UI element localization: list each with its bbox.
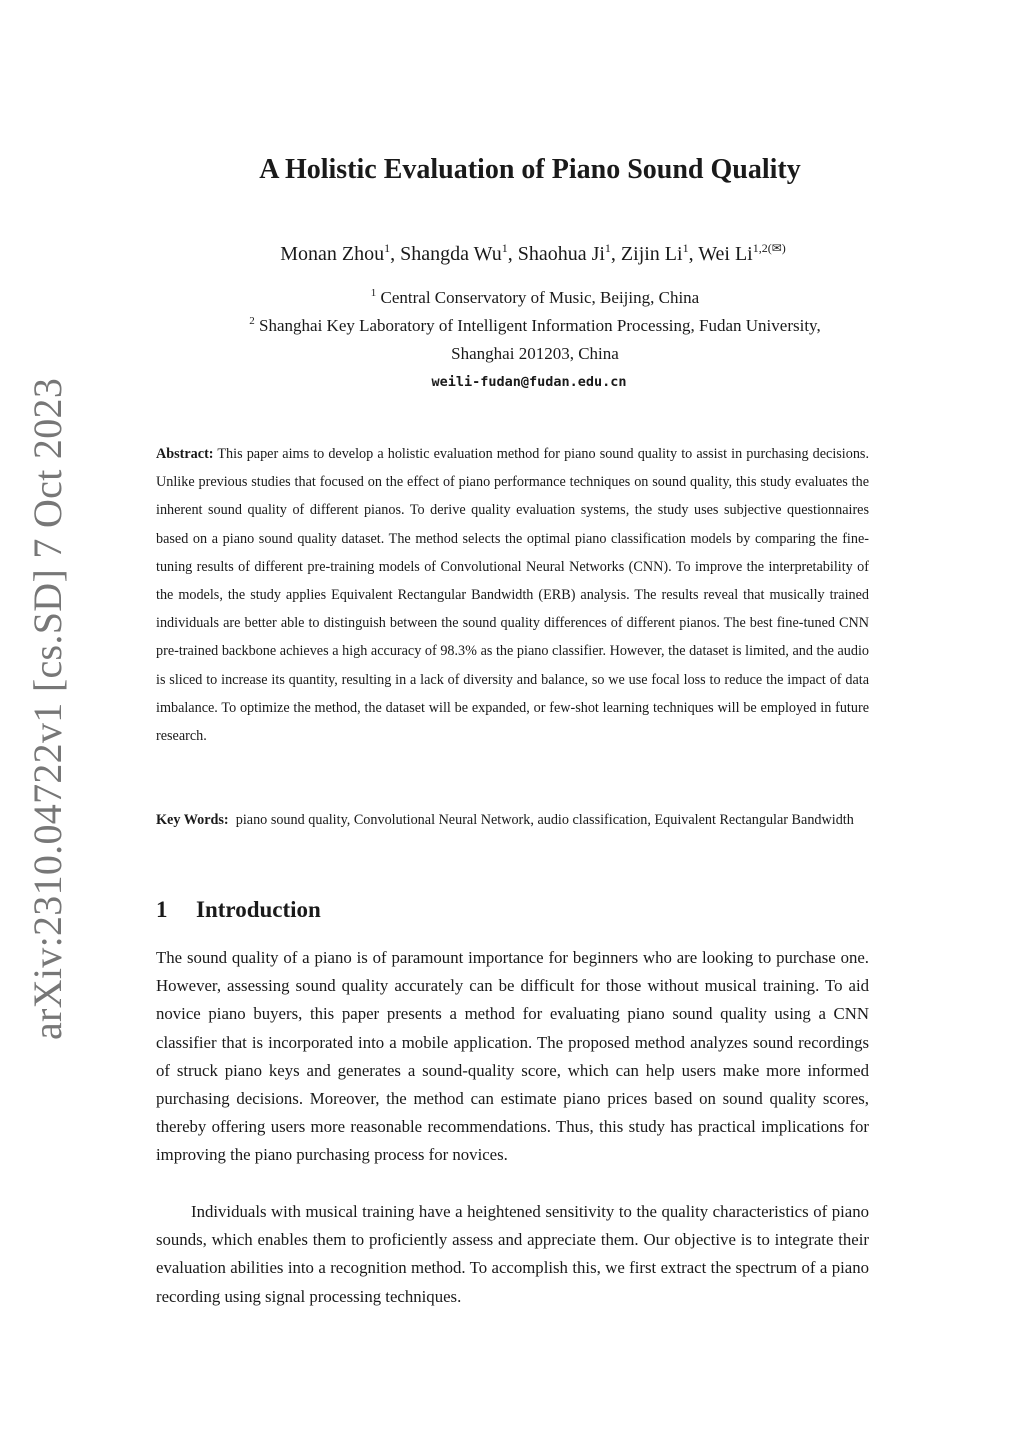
section-heading bbox=[156, 894, 321, 926]
affiliation-text: Shanghai Key Laboratory of Intelligent Information Processing, Fudan University, bbox=[259, 316, 821, 335]
author-name: Wei Li bbox=[698, 243, 753, 265]
author-affiliation-mark: 1 bbox=[682, 241, 689, 255]
affiliation-number: 1 bbox=[370, 287, 377, 299]
affiliation-number: 2 bbox=[249, 315, 255, 327]
affiliation-2 bbox=[0, 312, 1024, 340]
author-name: Monan Zhou bbox=[280, 243, 385, 265]
section-number: 1 bbox=[156, 897, 168, 922]
contact-email: weili-fudan@fudan.edu.cn bbox=[431, 374, 627, 390]
abstract bbox=[156, 440, 869, 750]
affiliation-2-line-2: Shanghai 201203, China bbox=[451, 344, 619, 363]
paper-title: A Holistic Evaluation of Piano Sound Quality bbox=[259, 154, 801, 185]
intro-paragraph-1: The sound quality of a piano is of paramount importance for beginners who are looking to purchase one. However, assessing sound quality accurately can be difficult for those without musical training. To aid novice piano buyers, this paper presents a method for evaluating piano sound quality using a CNN classifier that is incorporated into a mobile application. The proposed method analyzes sound recordings of struck piano keys and generates a sound-quality score, which can help users make more informed purchasing decisions. Moreover, the method can estimate piano prices based on sound quality scores, thereby offering users more reasonable recommendations. Thus, this study has practical implications for improving the piano purchasing process for novices. bbox=[156, 948, 869, 1165]
keywords-label: Key Words: bbox=[156, 812, 229, 828]
author-name: Shaohua Ji bbox=[517, 243, 605, 265]
abstract-label: Abstract: bbox=[156, 446, 214, 462]
arxiv-identifier: arXiv:2310.04722v1 [cs.SD] 7 Oct 2023 bbox=[25, 377, 70, 1040]
abstract-text: This paper aims to develop a holistic evaluation method for piano sound quality to assist in purchasing decisions. Unlike previous studies that focused on the effect of piano performance techniques on sound quality, this study evaluates the inherent sound quality of different pianos. To derive quality evaluation systems, the study uses subjective questionnaires based on a piano sound quality dataset. The method selects the optimal piano classification models by comparing the fine-tuning results of different pre-training models of Convolutional Neural Networks (CNN). To improve the interpretability of the models, the study applies Equivalent Rectangular Bandwidth (ERB) analysis. The results reveal that musically trained individuals are better able to distinguish between the sound quality differences of different pianos. The best fine-tuned CNN pre-trained backbone achieves a high accuracy of 98.3% as the piano classifier. However, the dataset is limited, and the audio is sliced to increase its quantity, resulting in a lack of diversity and balance, so we use focal loss to reduce the impact of data imbalance. To optimize the method, the dataset will be expanded, or few-shot learning techniques will be employed in future research. bbox=[156, 446, 869, 745]
author-affiliation-mark: 1 bbox=[604, 241, 611, 255]
author-affiliation-mark: 1 bbox=[384, 241, 391, 255]
affiliation-1 bbox=[0, 284, 1024, 312]
section-title: Introduction bbox=[196, 897, 321, 922]
author-name: Zijin Li bbox=[620, 243, 683, 265]
keywords-text: piano sound quality, Convolutional Neural Network, audio classification, Equivalent Rectangular Bandwidth bbox=[235, 812, 854, 828]
author-affiliation-mark: 1,2(✉) bbox=[752, 241, 786, 255]
author-affiliation-mark: 1 bbox=[501, 241, 508, 255]
affiliation-text: Central Conservatory of Music, Beijing, China bbox=[380, 288, 700, 307]
intro-paragraph-2: Individuals with musical training have a heightened sensitivity to the quality characteristics of piano sounds, which enables them to proficiently assess and appreciate them. Our objective is to integrate their evaluation abilities into a recognition method. To accomplish this, we first extract the spectrum of a piano recording using signal processing techniques. bbox=[156, 1202, 869, 1306]
author-list: Monan Zhou$^1$, Shangda Wu$^1$, Shaohua Ji$^1$, Zijin Li$^1$, Wei $Li^{1,2(✉)}$ bbox=[280, 241, 786, 265]
keywords bbox=[156, 806, 869, 834]
author-name: Shangda Wu bbox=[400, 243, 502, 265]
